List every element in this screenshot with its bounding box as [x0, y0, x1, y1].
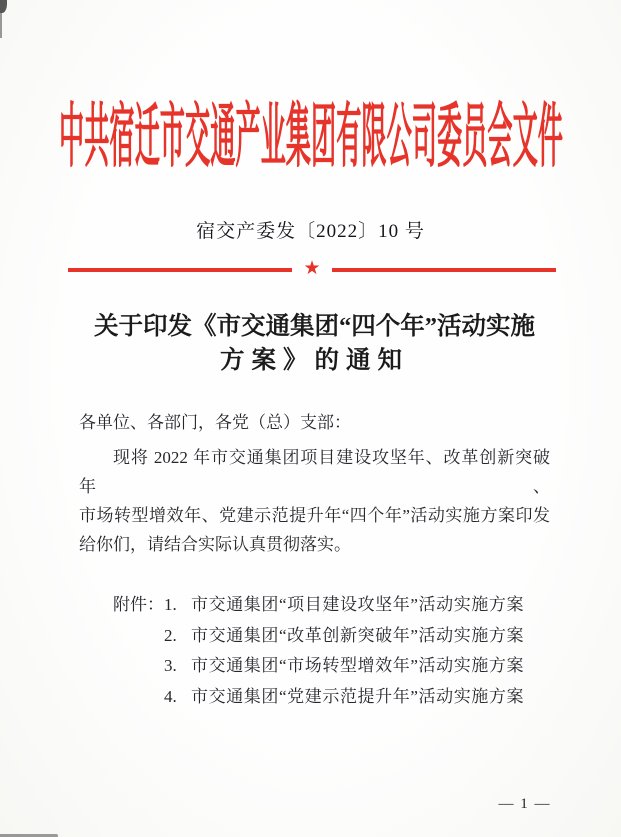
- document-header: [0, 101, 621, 279]
- divider-line-left: [68, 268, 292, 272]
- notice-title-line: 方案》的通知: [220, 347, 409, 374]
- org-header-wrap: [0, 101, 621, 175]
- attachment-title: 市交通集团“党建示范提升年”活动实施方案: [191, 686, 525, 706]
- page-number: — 1 —: [498, 796, 551, 812]
- document-body: [79, 310, 550, 712]
- attachment-item: [79, 621, 550, 652]
- star-icon: ★: [303, 258, 321, 279]
- notice-title-line: 关于印发《市交通集团“四个年”活动实施: [94, 313, 535, 340]
- attachments-label: 附件：: [113, 595, 164, 614]
- attachment-number: 1.: [164, 595, 177, 614]
- attachment-item: [79, 682, 550, 713]
- attachment-number: 4.: [164, 686, 177, 706]
- attachment-number: 3.: [164, 656, 177, 675]
- salutation: 各单位、各部门，各党（总）支部：: [79, 413, 351, 432]
- attachment-title: 市交通集团“改革创新突破年”活动实施方案: [191, 625, 525, 645]
- attachment-number: 2.: [164, 625, 177, 645]
- notice-title: [79, 310, 550, 378]
- scan-artifact-left-edge: [0, 0, 2, 38]
- red-divider-rule: [68, 260, 556, 279]
- body-line: 市场转型增效年、党建示范提升年“四个年”活动实施方案印发: [79, 506, 550, 525]
- body-line: 给你们，请结合实际认真贯彻落实。: [79, 535, 351, 554]
- attachment-item: [79, 651, 550, 682]
- divider-line-right: [332, 268, 556, 272]
- attachment-item: [79, 590, 550, 621]
- attachment-title: 市交通集团“市场转型增效年”活动实施方案: [191, 656, 525, 675]
- body-paragraph: [79, 443, 550, 559]
- body-line: 现将 2022 年市交通集团项目建设攻坚年、改革创新突破年、: [79, 448, 550, 496]
- org-header-title: 中共宿迁市交通产业集团有限公司委员会文件: [58, 99, 563, 176]
- attachment-title: 市交通集团“项目建设攻坚年”活动实施方案: [191, 595, 525, 614]
- document-number: 宿交产委发〔2022〕10 号: [196, 221, 425, 242]
- attachments-list: [79, 590, 550, 712]
